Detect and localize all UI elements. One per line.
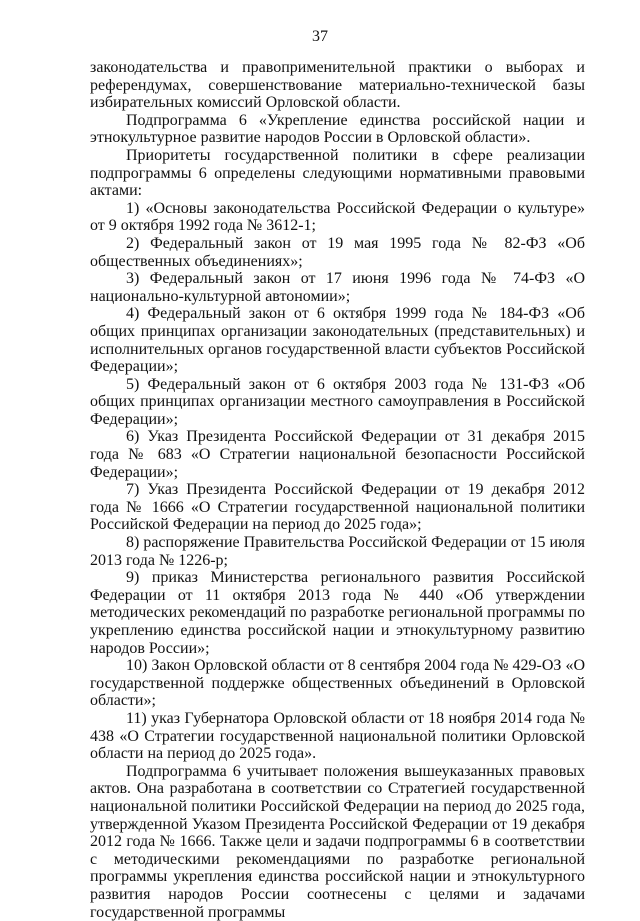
list-item-5: 5) Федеральный закон от 6 октября 2003 года № 131-ФЗ «Об общих принципах организации местного самоуправления в Российской Федерации»; — [90, 375, 585, 428]
list-item-4: 4) Федеральный закон от 6 октября 1999 года № 184-ФЗ «Об общих принципах организации законодательных (представительных) и исполнительных органов государственной власти субъектов Российской Федерации»; — [90, 305, 585, 376]
list-item-9: 9) приказ Министерства регионального развития Российской Федерации от 11 октября 2013 года № 440 «Об утверждении методических рекомендаций по разработке региональной программы по укреплению единства российской нации и этнокультурному развитию народов России»; — [90, 569, 585, 657]
list-item-10: 10) Закон Орловской области от 8 сентября 2004 года № 429-ОЗ «О государственной поддержке общественных объединений в Орловской области»; — [90, 657, 585, 710]
paragraph-subprogram-basis: Подпрограмма 6 учитывает положения вышеуказанных правовых актов. Она разработана в соответствии со Стратегией государственной национальной политики Российской Федерации на период до 2025 года, утвержденной Указом Президента Российской Федерации от 19 декабря 2012 года № 1666. Также цели и задачи подпрограммы 6 в соответствии с методическими рекомендациями по разработке региональной программы укрепления единства российской нации и этнокультурного развития народов России соотнесены с целями и задачами государственной программы — [90, 762, 585, 921]
document-body — [90, 59, 585, 921]
paragraph-subprogram-title: Подпрограмма 6 «Укрепление единства российской нации и этнокультурное развитие народов России в Орловской области». — [90, 111, 585, 147]
list-item-3: 3) Федеральный закон от 17 июня 1996 года № 74-ФЗ «О национально-культурной автономии»; — [90, 270, 585, 305]
paragraph-priorities-intro: Приоритеты государственной политики в сфере реализации подпрограммы 6 определены следующими нормативными правовыми актами: — [90, 146, 585, 200]
list-item-7: 7) Указ Президента Российской Федерации от 19 декабря 2012 года № 1666 «О Стратегии государственной национальной политики Российской Федерации на период до 2025 года»; — [90, 481, 585, 534]
list-item-1: 1) «Основы законодательства Российской Федерации о культуре» от 9 октября 1992 года № 3612-1; — [90, 199, 585, 235]
list-item-6: 6) Указ Президента Российской Федерации от 31 декабря 2015 года № 683 «О Стратегии национальной безопасности Российской Федерации»; — [90, 428, 585, 481]
paragraph-continuation: законодательства и правоприменительной практики о выборах и референдумах, совершенствование материально-технической базы избирательных комиссий Орловской области. — [90, 59, 585, 112]
list-item-8: 8) распоряжение Правительства Российской Федерации от 15 июля 2013 года № 1226-р; — [90, 534, 585, 569]
list-item-11: 11) указ Губернатора Орловской области от 18 ноября 2014 года № 438 «О Стратегии государственной национальной политики Орловской области на период до 2025 года». — [90, 709, 585, 763]
page-number: 37 — [312, 28, 328, 45]
list-item-2: 2) Федеральный закон от 19 мая 1995 года № 82-ФЗ «Об общественных объединениях»; — [90, 234, 585, 270]
